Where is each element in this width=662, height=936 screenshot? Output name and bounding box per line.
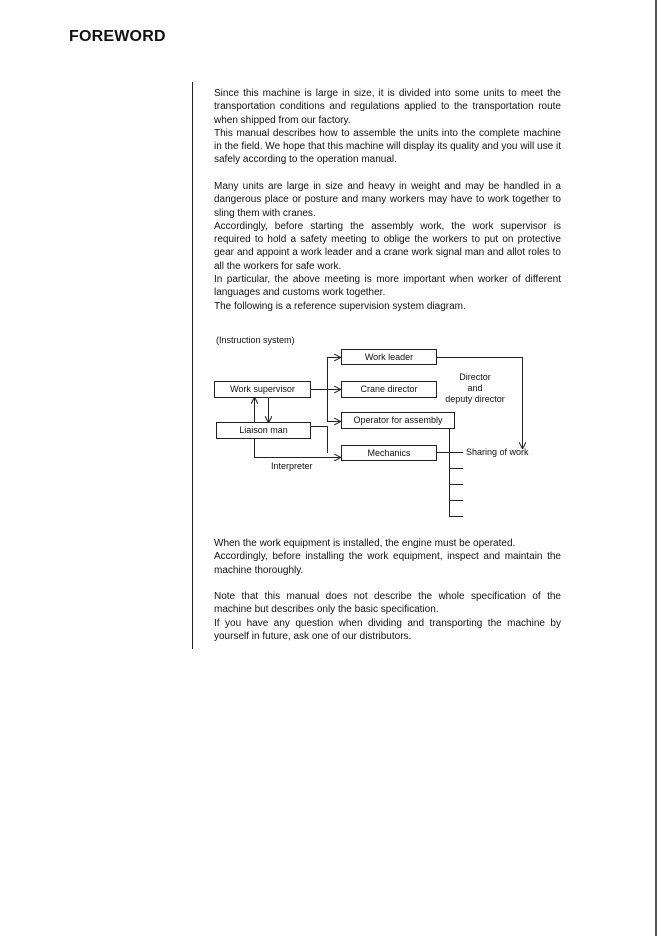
director-line: deputy director xyxy=(445,394,505,404)
paragraph: When the work equipment is installed, the engine must be operated. xyxy=(214,538,516,549)
paragraph: If you have any question when dividing and transporting the machine by yourself in future, ask one of our distributors. xyxy=(214,617,561,642)
paragraph: This manual describes how to assemble the units into the complete machine in the field. We hope that this machine will display its quality and you will use it safely according to the operation manual. xyxy=(214,127,561,166)
director-label xyxy=(436,372,514,405)
notes-section xyxy=(214,590,561,643)
equipment-section xyxy=(214,537,561,577)
liaison-man-box: Liaison man xyxy=(216,422,311,439)
paragraph: Since this machine is large in size, it is divided into some units to meet the transportation conditions and regulations applied to the transportation route when shipped from our factory. xyxy=(214,88,561,126)
paragraph: The following is a reference supervision system diagram. xyxy=(214,300,466,312)
director-line: Director xyxy=(459,372,491,382)
diagram-caption: (Instruction system) xyxy=(216,335,295,345)
interpreter-label: Interpreter xyxy=(271,461,313,471)
work-supervisor-box: Work supervisor xyxy=(214,381,311,398)
paragraph: In particular, the above meeting is more important when worker of different languages and customs work together. xyxy=(214,274,561,299)
operator-box: Operator for assembly xyxy=(341,412,455,429)
sharing-of-work-label: Sharing of work xyxy=(466,447,529,457)
paragraph: Accordingly, before installing the work equipment, inspect and maintain the machine thoroughly. xyxy=(214,551,561,576)
paragraph: Many units are large in size and heavy in weight and may be handled in a dangerous place or posture and many workers may have to work together to sling them with cranes. xyxy=(214,181,561,219)
paragraph: Note that this manual does not describe the whole specification of the machine but describes only the basic specification. xyxy=(214,591,561,616)
work-leader-box: Work leader xyxy=(341,349,437,365)
director-line: and xyxy=(467,383,483,393)
crane-director-box: Crane director xyxy=(341,381,437,398)
mechanics-box: Mechanics xyxy=(341,445,437,461)
page-title: FOREWORD xyxy=(69,28,166,45)
paragraph: Accordingly, before starting the assembly work, the work supervisor is required to hold a safety meeting to oblige the workers to put on protective gear and appoint a work leader and a crane work signal man and allot roles to all the workers for safe work. xyxy=(214,220,561,272)
